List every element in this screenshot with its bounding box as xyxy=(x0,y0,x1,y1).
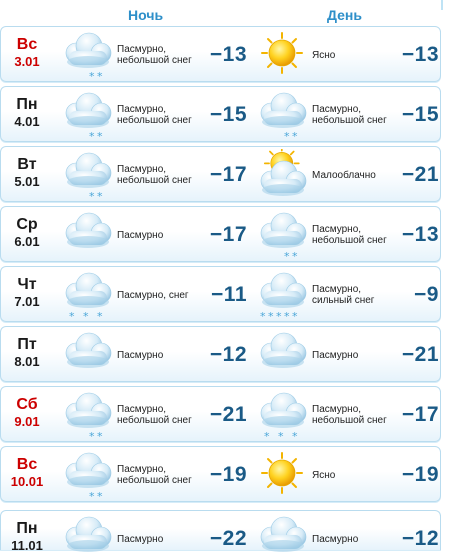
day-temperature: −13 xyxy=(401,43,439,66)
day-condition: Пасмурно, небольшой снег xyxy=(312,404,387,426)
cloud-heavy-snow-icon xyxy=(254,269,310,321)
night-temperature: −11 xyxy=(211,283,247,306)
svg-text:*: * xyxy=(284,310,290,321)
svg-text:*: * xyxy=(69,310,75,321)
cloud-light-snow-icon xyxy=(59,449,115,501)
day-condition: Пасмурно xyxy=(312,349,359,361)
night-condition: Пасмурно, небольшой снег xyxy=(117,104,192,126)
day-condition: Пасмурно, небольшой снег xyxy=(312,104,387,126)
cloud-icon xyxy=(59,513,115,552)
day-cell xyxy=(1,387,53,441)
day-cell xyxy=(1,511,53,550)
day-date: 9.01 xyxy=(14,414,40,429)
cloud-light-snow-icon xyxy=(254,209,310,261)
night-condition: Пасмурно, небольшой снег xyxy=(117,164,192,186)
night-temperature: −22 xyxy=(209,527,247,550)
svg-text:*: * xyxy=(89,190,95,201)
forecast-row xyxy=(0,446,441,502)
cloud-snow-icon xyxy=(254,389,310,441)
day-of-week: Вс xyxy=(16,456,38,473)
forecast-row xyxy=(0,510,441,550)
cloud-light-snow-icon xyxy=(59,149,115,201)
cloud-light-snow-icon xyxy=(59,29,115,81)
day-temperature: −21 xyxy=(401,343,439,366)
divider xyxy=(441,0,443,10)
day-date: 7.01 xyxy=(14,294,40,309)
night-condition: Пасмурно, небольшой снег xyxy=(117,464,192,486)
day-temperature: −17 xyxy=(401,403,439,426)
day-of-week: Вт xyxy=(17,156,37,173)
svg-text:*: * xyxy=(284,130,290,141)
day-cell xyxy=(1,87,53,141)
svg-text:*: * xyxy=(292,310,298,321)
night-condition: Пасмурно xyxy=(117,349,164,361)
night-column-title: Ночь xyxy=(128,7,164,23)
day-of-week: Ср xyxy=(16,216,38,233)
day-date: 6.01 xyxy=(14,234,40,249)
svg-text:*: * xyxy=(278,430,284,441)
day-temperature: −13 xyxy=(401,223,439,246)
day-temperature: −9 xyxy=(414,283,439,306)
svg-text:*: * xyxy=(89,70,95,81)
day-temperature: −15 xyxy=(401,103,439,126)
day-of-week: Пн xyxy=(16,520,38,537)
forecast-row xyxy=(0,326,441,382)
day-condition: Малооблачно xyxy=(312,169,376,181)
night-temperature: −15 xyxy=(209,103,247,126)
day-column-title: День xyxy=(327,7,362,23)
cloud-icon xyxy=(59,209,115,261)
night-temperature: −13 xyxy=(209,43,247,66)
cloud-light-snow-icon xyxy=(59,89,115,141)
svg-text:*: * xyxy=(284,250,290,261)
day-date: 10.01 xyxy=(10,474,44,489)
night-temperature: −19 xyxy=(209,463,247,486)
night-temperature: −21 xyxy=(209,403,247,426)
cloud-light-snow-icon xyxy=(59,389,115,441)
svg-text:*: * xyxy=(97,70,103,81)
day-of-week: Чт xyxy=(17,276,37,293)
svg-text:*: * xyxy=(97,430,103,441)
forecast-row xyxy=(0,266,441,322)
svg-text:*: * xyxy=(292,130,298,141)
day-of-week: Пт xyxy=(17,336,37,353)
svg-text:*: * xyxy=(268,310,274,321)
day-date: 5.01 xyxy=(14,174,40,189)
day-condition: Пасмурно, небольшой снег xyxy=(312,224,387,246)
day-date: 3.01 xyxy=(14,54,40,69)
night-condition: Пасмурно, небольшой снег xyxy=(117,44,192,66)
cloud-icon xyxy=(59,329,115,381)
svg-text:*: * xyxy=(83,310,89,321)
day-date: 4.01 xyxy=(14,114,40,129)
cloud-snow-icon xyxy=(59,269,115,321)
night-condition: Пасмурно xyxy=(117,533,164,545)
sun-icon xyxy=(254,449,310,501)
sun-icon xyxy=(254,29,310,81)
day-date: 8.01 xyxy=(14,354,40,369)
forecast-row xyxy=(0,386,441,442)
day-cell xyxy=(1,327,53,381)
night-condition: Пасмурно, снег xyxy=(117,289,189,301)
cloud-icon xyxy=(254,329,310,381)
cloud-light-snow-icon xyxy=(254,89,310,141)
day-condition: Пасмурно, сильный снег xyxy=(312,284,375,306)
night-temperature: −17 xyxy=(209,163,247,186)
day-of-week: Сб xyxy=(16,396,38,413)
day-cell xyxy=(1,447,53,501)
night-condition: Пасмурно, небольшой снег xyxy=(117,404,192,426)
sun-cloud-icon xyxy=(254,149,310,201)
day-of-week: Пн xyxy=(16,96,38,113)
day-condition: Ясно xyxy=(312,469,336,481)
night-temperature: −12 xyxy=(209,343,247,366)
svg-text:*: * xyxy=(89,430,95,441)
svg-text:*: * xyxy=(264,430,270,441)
forecast-row xyxy=(0,206,441,262)
day-temperature: −12 xyxy=(401,527,439,550)
svg-text:*: * xyxy=(89,130,95,141)
day-cell xyxy=(1,27,53,81)
forecast-row xyxy=(0,26,441,82)
svg-text:*: * xyxy=(292,430,298,441)
day-temperature: −19 xyxy=(401,463,439,486)
day-date: 11.01 xyxy=(11,538,43,552)
night-condition: Пасмурно xyxy=(117,229,164,241)
day-cell xyxy=(1,267,53,321)
day-condition: Ясно xyxy=(312,49,336,61)
forecast-row xyxy=(0,86,441,142)
night-temperature: −17 xyxy=(209,223,247,246)
day-cell xyxy=(1,207,53,261)
svg-text:*: * xyxy=(97,490,103,501)
day-cell xyxy=(1,147,53,201)
svg-text:*: * xyxy=(97,190,103,201)
svg-text:*: * xyxy=(260,310,266,321)
svg-text:*: * xyxy=(97,310,103,321)
svg-text:*: * xyxy=(292,250,298,261)
forecast-row xyxy=(0,146,441,202)
svg-text:*: * xyxy=(89,490,95,501)
svg-text:*: * xyxy=(276,310,282,321)
day-condition: Пасмурно xyxy=(312,533,359,545)
day-of-week: Вс xyxy=(16,36,38,53)
cloud-icon xyxy=(254,513,310,552)
day-temperature: −21 xyxy=(401,163,439,186)
svg-text:*: * xyxy=(97,130,103,141)
